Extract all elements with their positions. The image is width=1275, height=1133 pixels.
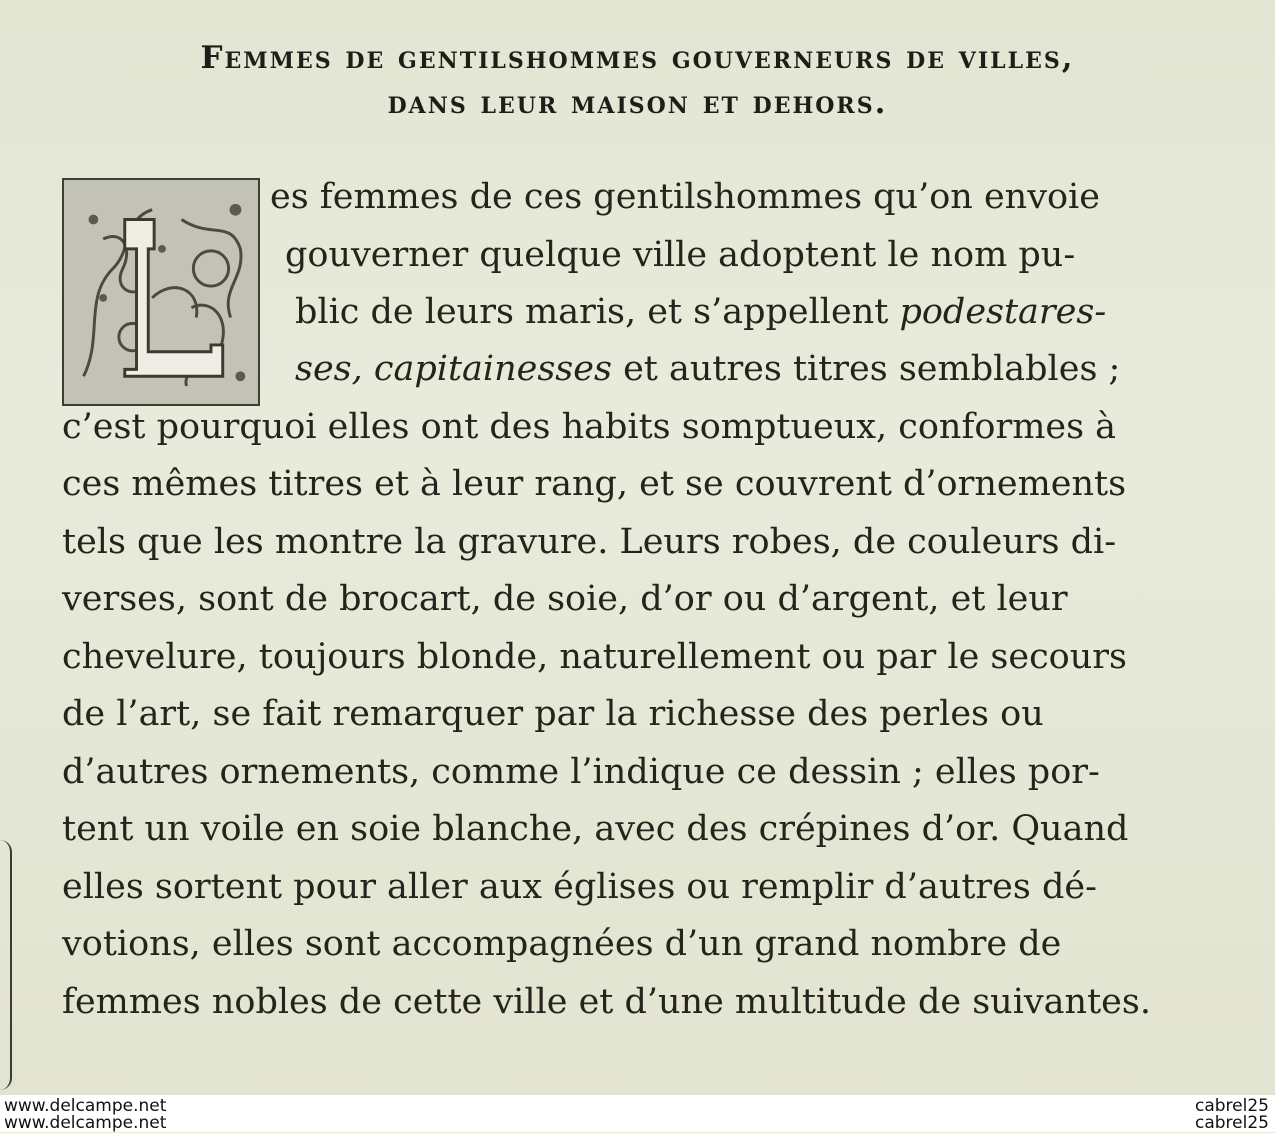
watermark-seller-2: cabrel25 [1195,1113,1269,1133]
paragraph-line-9: chevelure, toujours blonde, naturellement ou par le secours [62,637,1127,677]
paragraph-line-7: tels que les montre la gravure. Leurs robes, de couleurs di- [62,522,1117,562]
paragraph-line-4 [295,349,1121,389]
heading-line-2 [0,85,1275,121]
paragraph-line-3 [295,292,1107,332]
paragraph-line-11: d’autres ornements, comme l’indique ce dessin ; elles por- [62,752,1100,792]
paragraph-line-12: tent un voile en soie blanche, avec des crépines d’or. Quand [62,809,1129,849]
paragraph-line-14: votions, elles sont accompagnées d’un grand nombre de [62,924,1062,964]
paragraph-line-10: de l’art, se fait remarquer par la richesse des perles ou [62,694,1044,734]
paragraph-line-5: c’est pourquoi elles ont des habits somptueux, conformes à [62,407,1117,447]
watermark-seller-1: cabrel25 [1195,1096,1269,1116]
watermark-site-1: www.delcampe.net [4,1096,167,1116]
watermark-bar [0,1095,1275,1132]
paragraph-line-2: gouverner quelque ville adoptent le nom pu- [285,235,1076,275]
plate-border-edge [0,840,12,1090]
paragraph-line-15: femmes nobles de cette ville et d’une multitude de suivantes. [62,982,1151,1022]
paragraph-line-13: elles sortent pour aller aux églises ou remplir d’autres dé- [62,867,1097,907]
paragraph-line-4-plain: et autres titres semblables ; [611,349,1121,389]
ornamental-dropcap-icon [62,178,260,406]
heading-line-2-text: dans leur maison et dehors. [387,85,888,121]
paragraph-line-6: ces mêmes titres et à leur rang, et se couvrent d’ornements [62,464,1127,504]
paragraph-line-3-italic: podestares- [899,292,1107,332]
paragraph-line-1: es femmes de ces gentilshommes qu’on envoie [270,177,1100,217]
heading-line-1 [0,40,1275,76]
paragraph-line-4-italic: ses, capitainesses [295,349,612,389]
paragraph-line-8: verses, sont de brocart, de soie, d’or ou d’argent, et leur [62,579,1068,619]
watermark-site-2: www.delcampe.net [4,1113,167,1133]
heading-line-1-text: Femmes de gentilshommes gouverneurs de villes, [200,40,1075,76]
paragraph-line-3-plain: blic de leurs maris, et s’appellent [295,292,900,332]
